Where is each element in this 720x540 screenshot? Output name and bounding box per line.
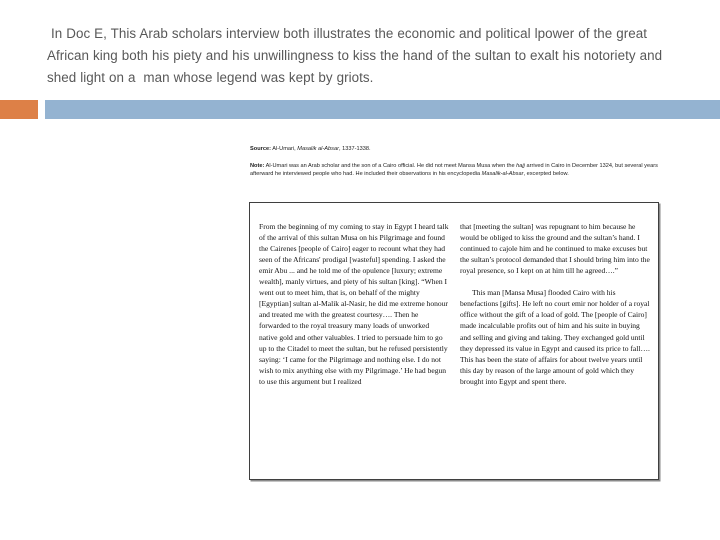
divider-bar <box>0 100 720 119</box>
excerpt-right-paragraph-2: This man [Mansa Musa] flooded Cairo with his benefactions [gifts]. He left no court emir nor holder of a royal office without the gift of a load of gold. The [people of Cairo] made incalculable profits out of him and his suite in buying and selling and giving and taking. They exchanged gold until they depressed its value in Egypt and caused its price to fall…. This has been the state of affairs for about twelve years until this day by reason of the large amount of gold which they brought into Egypt and spent there. <box>460 288 650 386</box>
document-source-line <box>250 145 662 153</box>
excerpt-right-paragraph-1: that [meeting the sultan] was repugnant to him because he would be obliged to kiss the ground and the sultan’s hand. I continued to cajole him and he continued to make excuses but the sultan’s protocol demanded that I should bring him into the royal presence, so I kept on at him till he agreed….” <box>460 222 650 276</box>
slide-title-text: In Doc E, This Arab scholars interview both illustrates the economic and political lpower of the great African king both his piety and his unwillingness to kiss the hand of the sultan to exalt his notoriety and shed light on a man whose legend was kept by griots. <box>47 26 667 85</box>
document-excerpt-box <box>249 202 659 480</box>
excerpt-right-column <box>460 210 650 473</box>
source-title: Masalik al-Absar <box>297 146 339 152</box>
divider-bar-accent-block <box>0 100 38 119</box>
excerpt-columns <box>250 203 658 479</box>
note-text-part-1: Al-Umari was an Arab scholar and the son of a Cairo official. He did not meet Mansa Musa when the <box>265 163 517 169</box>
excerpt-left-paragraph: From the beginning of my coming to stay in Egypt I heard talk of the arrival of this sultan Musa on his Pilgrimage and found the Cairenes [people of Cairo] eager to recount what they had seen of the Africans' prodigal [wasteful] spending. I asked the emir Abu ... and he told me of the opulence [luxury; extreme wealth], manly virtues, and piety of his sultan [king]. “When I went out to meet him, that is, on behalf of the mighty [Egyptian] sultan al-Malik al-Nasir, he did me extreme honour and treated me with the greatest courtesy…. Then he forwarded to the royal treasury many loads of unworked native gold and other valuables. I tried to persuade him to go up to the Citadel to meet the sultan, but he refused persistently saying: ‘I came for the Pilgrimage and nothing else. I do not wish to mix anything else with my Pilgrimage.’ He had begun to use this argument but I realized <box>259 222 449 386</box>
source-author: Al-Umari, <box>272 146 298 152</box>
document-note-paragraph <box>250 163 664 178</box>
excerpt-left-column <box>259 210 449 473</box>
note-text-part-2: arrived in Cairo in December 1324, but several years afterward he interviewed people who had. He included their observations in his encyclopedia <box>250 163 658 177</box>
divider-bar-main-block <box>45 100 720 119</box>
note-italic-hajj: hajj <box>516 163 525 169</box>
note-italic-encyclopedia: Masalik-al-Absar <box>481 170 524 177</box>
note-label: Note: <box>250 163 265 169</box>
note-text-part-3: , excerpted below. <box>523 170 569 177</box>
source-date: , 1337-1338. <box>338 146 371 152</box>
source-label: Source: <box>250 146 271 152</box>
scanned-document-image <box>246 140 666 490</box>
